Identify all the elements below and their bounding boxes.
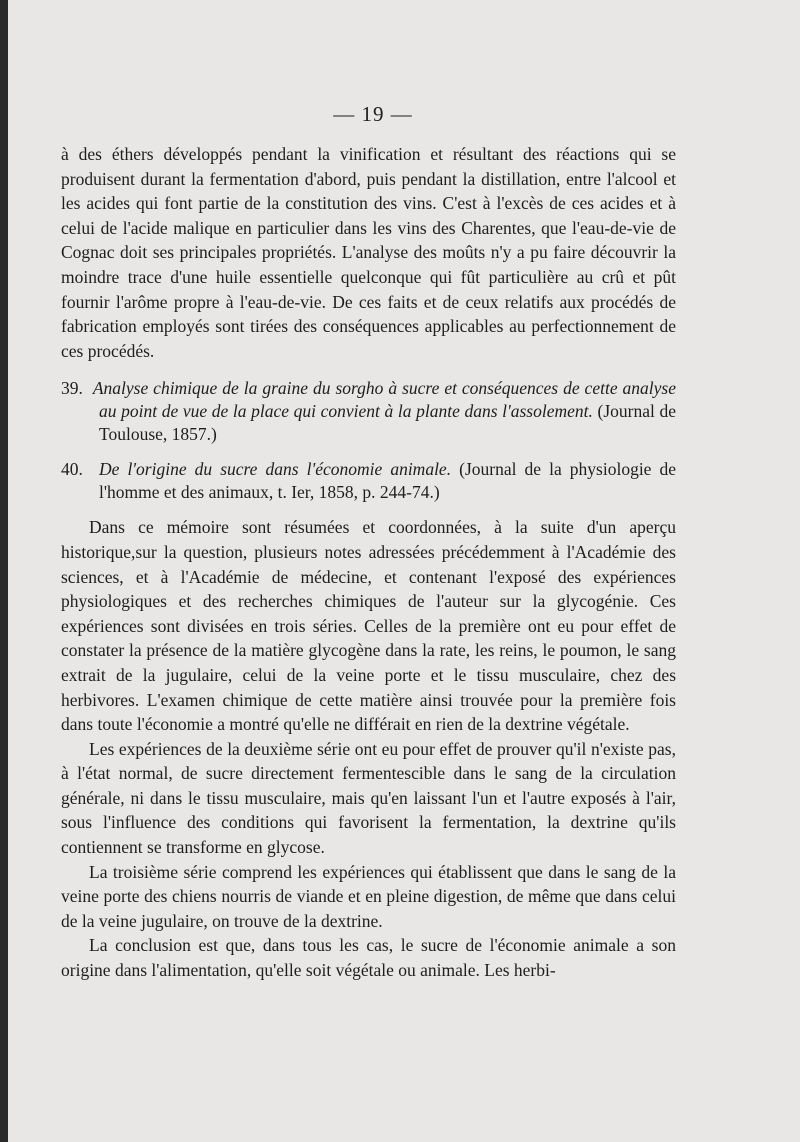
page-body <box>61 142 676 983</box>
bibliography-entry-40 <box>61 458 676 504</box>
paragraph-second-series: Les expériences de la deuxième série ont eu pour effet de prouver qu'il n'existe pas, à l'état normal, de sucre directement fermentescible dans le sang de la circulation générale, ni dans le tissu musculaire, mais qu'en laissant l'un et l'autre exposés à l'air, sous l'influence des conditions qui favorisent la fermentation, la dextrine qu'ils contiennent se transforme en glycose. <box>61 738 676 858</box>
scan-edge-shadow <box>0 0 8 1142</box>
document-page <box>8 0 800 1142</box>
entry-number: 40. <box>61 459 83 480</box>
paragraph-cognac-analysis: à des éthers développés pendant la vinification et résultant des réactions qui se produisent durant la fermentation d'abord, puis pendant la distillation, entre l'alcool et les acides qui font partie de la constitution des vins. C'est à l'excès de ces acides et à celui de l'acide malique en particulier dans les vins des Charentes, que l'eau-de-vie de Cognac doit ses principales propriétés. L'analyse des moûts n'y a pu faire découvrir la moindre trace d'une huile essentielle quelconque qui fût particulière au crû et pût fournir l'arôme propre à l'eau-de-vie. De ces faits et de ceux relatifs aux procédés de fabrication employés sont tirées des conséquences applicables au perfectionnement de ces procédés. <box>61 144 676 361</box>
entry-source: (Journal de Toulouse, 1857.) <box>99 401 676 445</box>
entry-number: 39. <box>61 378 83 399</box>
paragraph-memoir-summary: Dans ce mémoire sont résumées et coordonnées, à la suite d'un aperçu historique,sur la question, plusieurs notes adressées précédemment à l'Académie des sciences, et à l'Académie de médecine, et contenant l'exposé des expériences physiologiques et des recherches chimiques de l'auteur sur la glycogénie. Ces expériences sont divisées en trois séries. Celles de la première ont eu pour effet de constater la présence de la matière glycogène dans la rate, les reins, le poumon, le sang extrait de la jugulaire, celui de la veine porte et le tissu musculaire, chez des herbivores. L'examen chimique de cette matière ainsi trouvée pour la première fois dans toute l'économie a montré qu'elle ne différait en rien de la dextrine végétale. <box>61 517 676 735</box>
bibliography-entry-39 <box>61 377 676 446</box>
page-number: — 19 — <box>333 102 413 126</box>
entry-source: (Journal de la physiologie de l'homme et des animaux, t. Ier, 1858, p. 244-74.) <box>99 459 677 503</box>
paragraph-third-series: La troisième série comprend les expériences qui établissent que dans le sang de la veine porte des chiens nourris de viande et en pleine digestion, de même que dans celui de la veine jugulaire, on trouve de la dextrine. <box>61 861 676 931</box>
entry-title: Analyse chimique de la graine du sorgho à sucre et conséquences de cette analyse au point de vue de la place qui convient à la plante dans l'assolement. <box>92 378 677 422</box>
paragraph-conclusion: La conclusion est que, dans tous les cas, le sucre de l'économie animale a son origine dans l'alimentation, qu'elle soit végétale ou animale. Les herbi- <box>61 935 676 981</box>
entry-title: De l'origine du sucre dans l'économie animale. <box>98 459 452 480</box>
